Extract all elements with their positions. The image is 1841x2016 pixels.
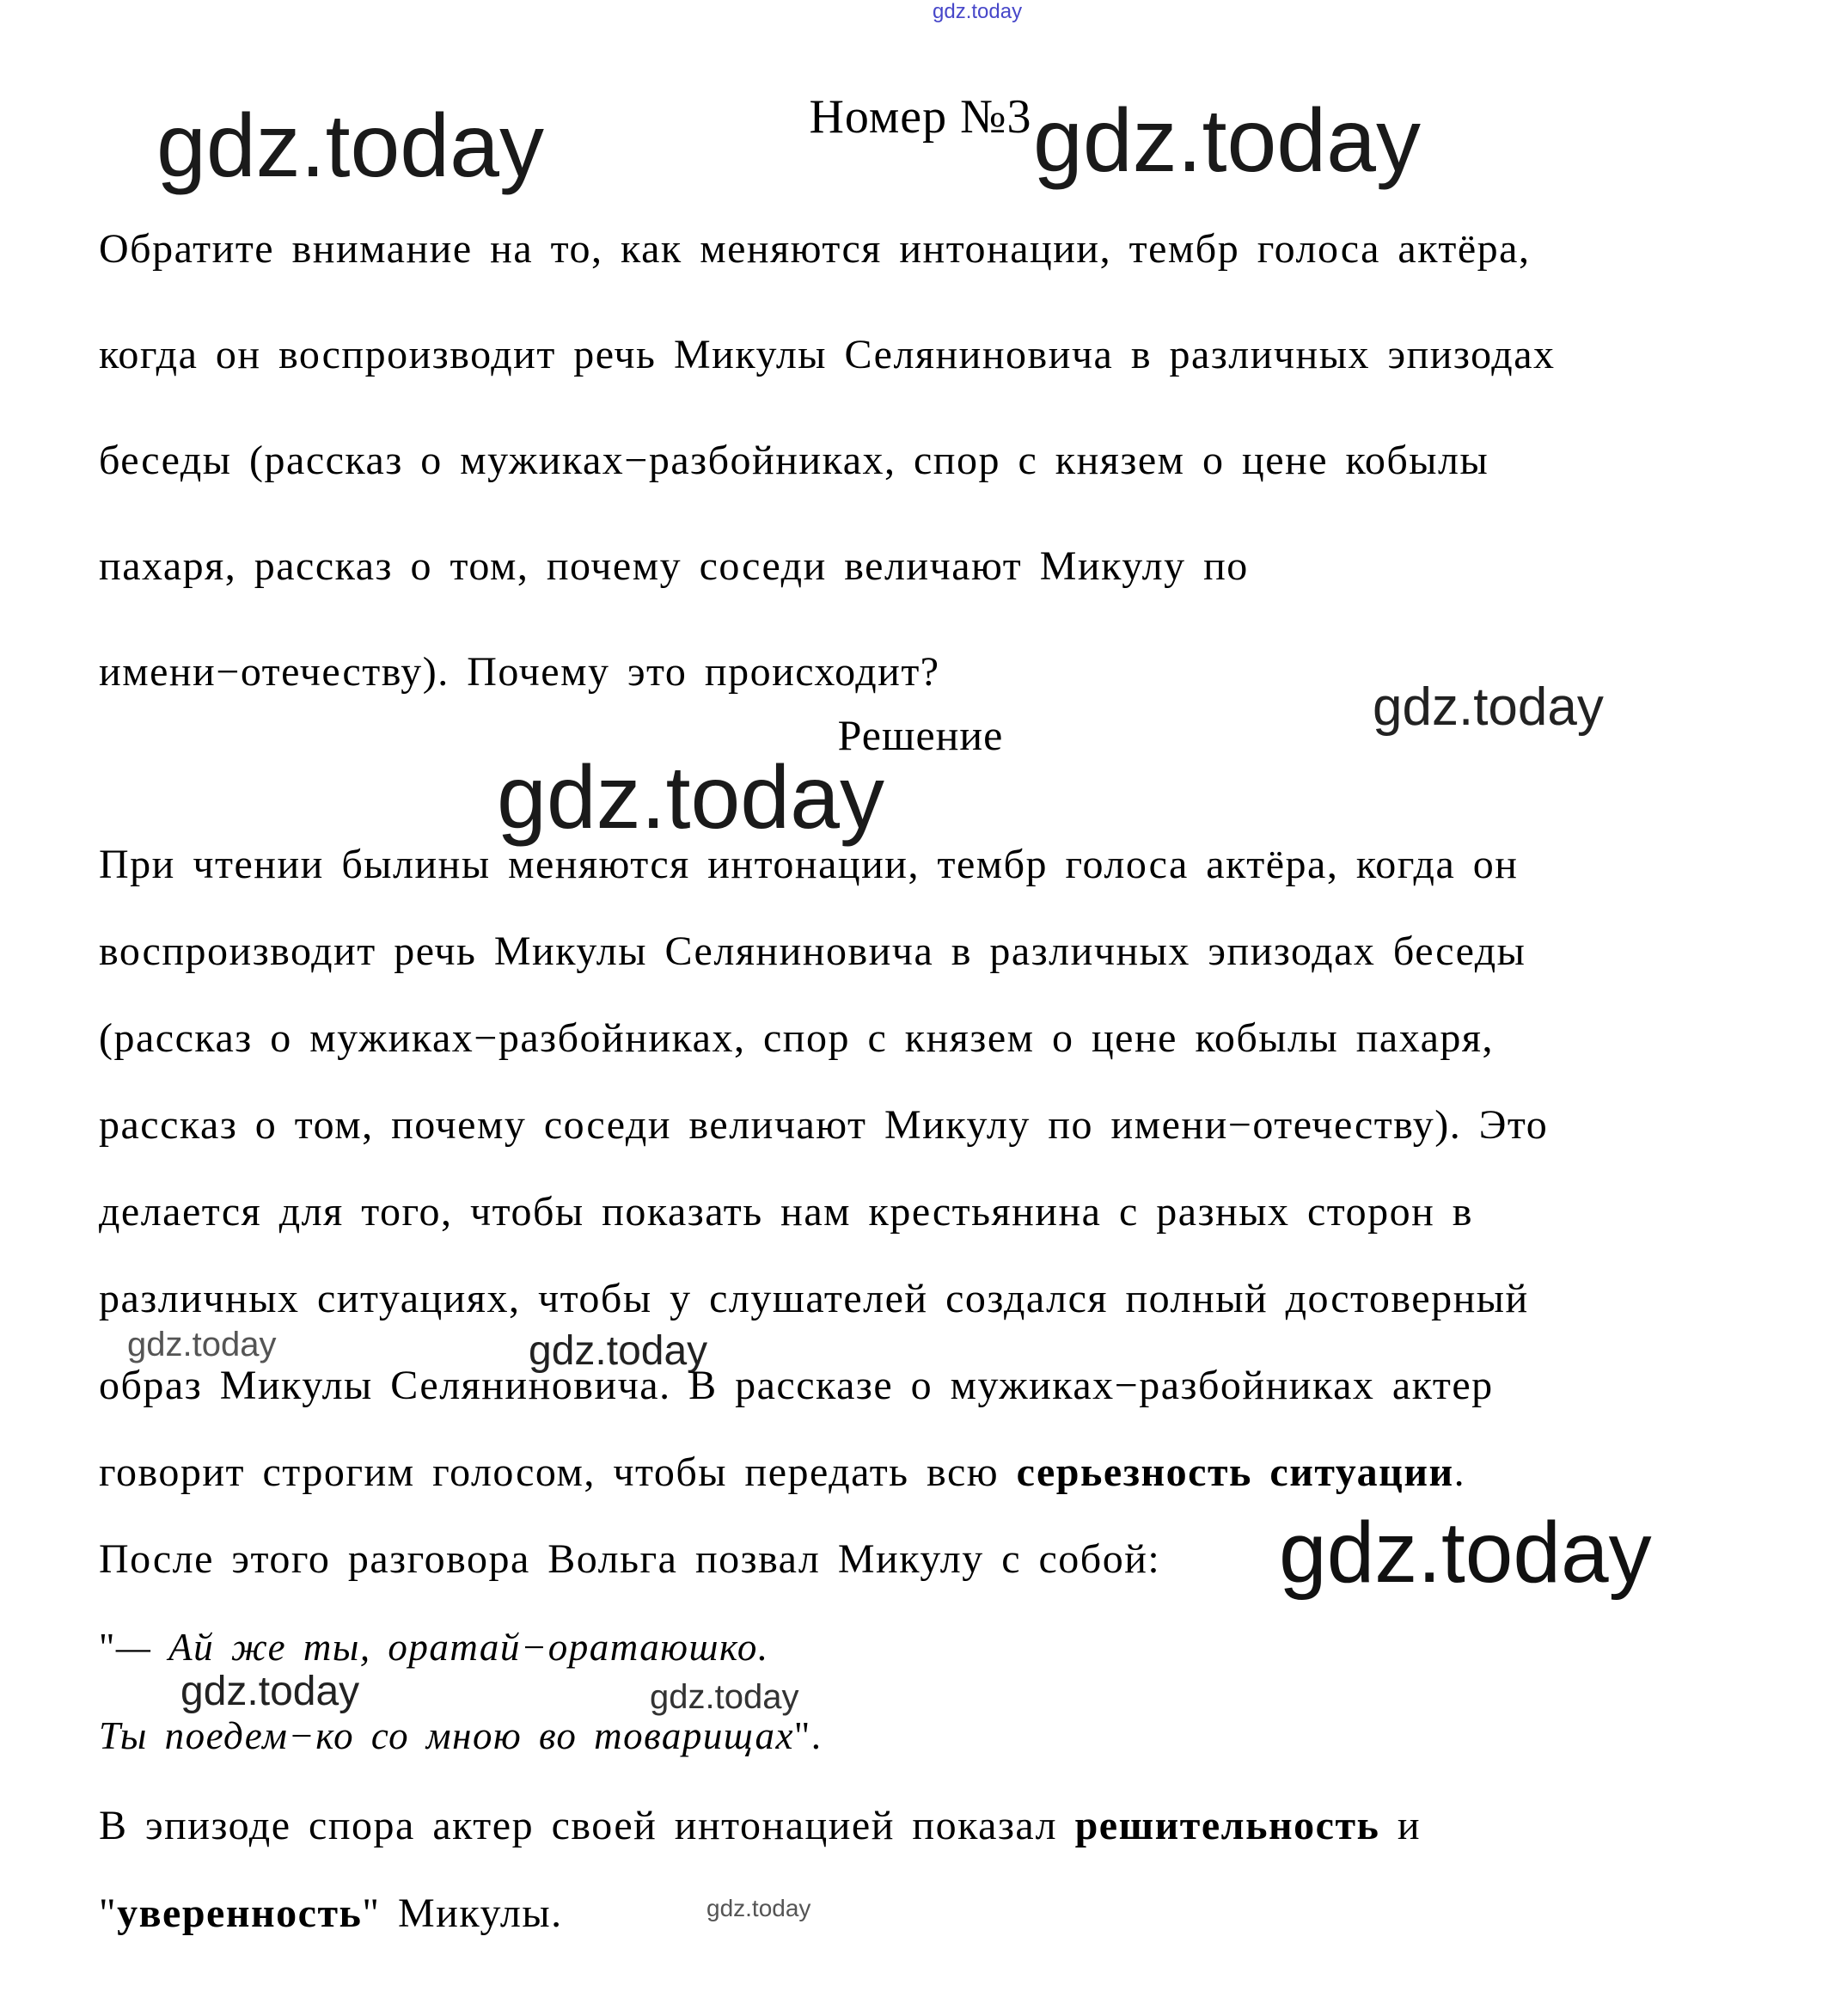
question-line: пахаря, рассказ о том, почему соседи величают Микулу по: [99, 543, 1249, 589]
solution-line: образ Микулы Селяниновича. В рассказе о мужиках−разбойниках актер: [99, 1363, 1494, 1408]
closing-line: "уверенность" Микулы.: [99, 1890, 563, 1936]
question-line: когда он воспроизводит речь Микулы Селяниновича в различных эпизодах: [99, 332, 1556, 377]
watermark-gdz-today-large-right: gdz.today: [1033, 91, 1421, 191]
watermark-gdz-today-bottom: gdz.today: [706, 1895, 811, 1921]
question-line: беседы (рассказ о мужиках−разбойниках, спор с князем о цене кобылы: [99, 438, 1489, 483]
solution-heading: Решение: [837, 711, 1004, 759]
solution-line: рассказ о том, почему соседи величают Микулу по имени−отечеству). Это: [99, 1102, 1549, 1148]
question-line: Обратите внимание на то, как меняются интонации, тембр голоса актёра,: [99, 226, 1531, 272]
page-title: Номер №3: [809, 90, 1032, 144]
watermark-gdz-today-large-left: gdz.today: [156, 96, 544, 196]
watermark-gdz-today-quote-1: gdz.today: [180, 1669, 360, 1714]
solution-line: воспроизводит речь Микулы Селяниновича в различных эпизодах беседы: [99, 928, 1526, 974]
closing-line: В эпизоде спора актер своей интонацией показал решительность и: [99, 1803, 1422, 1848]
watermark-gdz-today-top: gdz.today: [933, 0, 1023, 23]
quote-line: Ты поедем−ко со мною во товарищах".: [99, 1714, 823, 1757]
watermark-gdz-today-small-1: gdz.today: [127, 1326, 277, 1363]
watermark-gdz-today-small-2: gdz.today: [529, 1328, 708, 1374]
solution-line: делается для того, чтобы показать нам крестьянина с разных сторон в: [99, 1189, 1473, 1235]
quote-line: "— Ай же ты, оратай−оратаюшко.: [99, 1626, 769, 1669]
solution-line: говорит строгим голосом, чтобы передать всю серьезность ситуации.: [99, 1449, 1466, 1495]
solution-line: различных ситуациях, чтобы у слушателей создался полный достоверный: [99, 1276, 1529, 1321]
watermark-gdz-today-center-large: gdz.today: [497, 748, 884, 848]
watermark-gdz-today-answer-right: gdz.today: [1279, 1504, 1652, 1601]
watermark-gdz-today-solution-right: gdz.today: [1373, 677, 1604, 737]
solution-line: При чтении былины меняются интонации, тембр голоса актёра, когда он: [99, 842, 1519, 887]
solution-line: После этого разговора Вольга позвал Микулу с собой:: [99, 1536, 1161, 1582]
solution-line: (рассказ о мужиках−разбойниках, спор с князем о цене кобылы пахаря,: [99, 1015, 1494, 1061]
watermark-gdz-today-quote-2: gdz.today: [650, 1678, 799, 1716]
question-line: имени−отечеству). Почему это происходит?: [99, 649, 940, 695]
